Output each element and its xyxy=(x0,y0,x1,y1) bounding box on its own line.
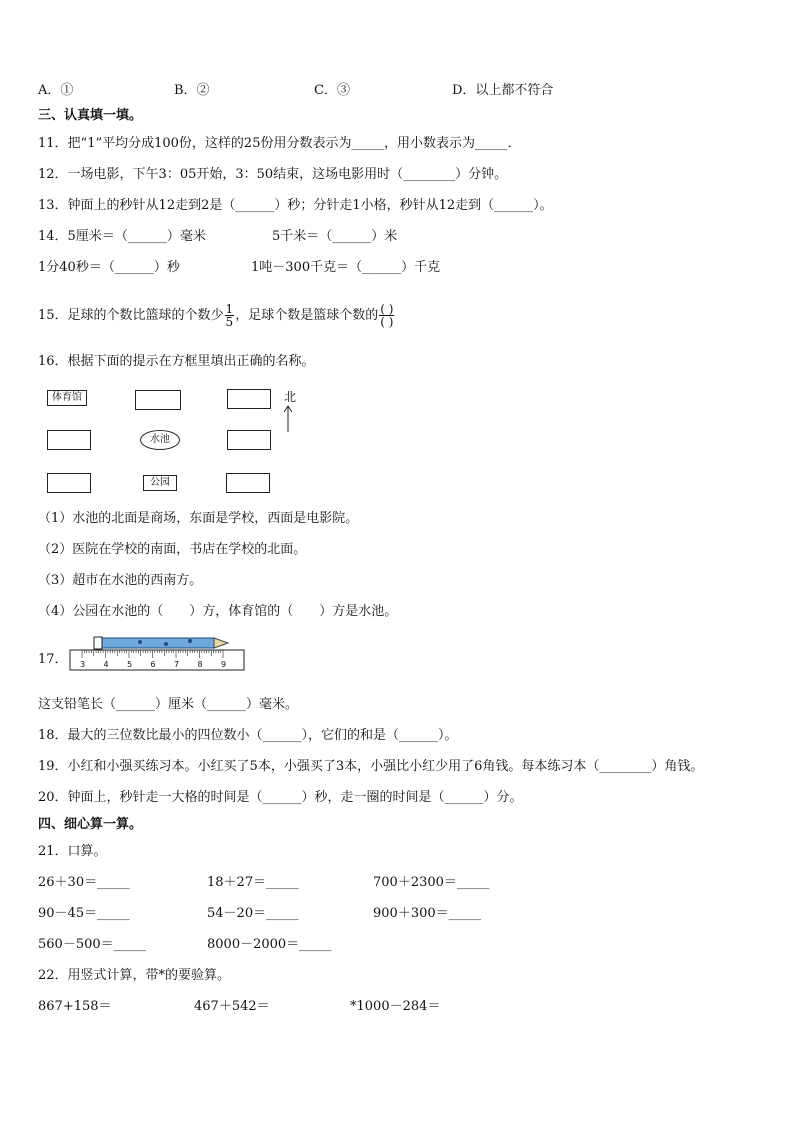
question-15 xyxy=(38,298,395,334)
vertical-calc-item: 867+158＝ xyxy=(38,999,112,1014)
question-17-text: 这支铅笔长（______）厘米（______）毫米。 xyxy=(38,697,299,712)
calc-item: 560－500＝_____ xyxy=(38,937,147,952)
option-b: B．② xyxy=(174,83,210,98)
question-14b: 5千米＝（______）米 xyxy=(272,229,398,244)
hint-2: （2）医院在学校的南面，书店在学校的北面。 xyxy=(38,542,307,557)
ruler-tick-label: 6 xyxy=(150,660,156,669)
hint-3: （3）超市在水池的西南方。 xyxy=(38,573,203,588)
hint-4: （4）公园在水池的（ ）方，体育馆的（ ）方是水池。 xyxy=(38,604,398,619)
answer-denominator-blank: ( ) xyxy=(380,315,394,329)
question-14d: 1吨－300千克＝（______）千克 xyxy=(251,260,441,275)
north-arrow-icon xyxy=(283,405,293,433)
box-north-middle[interactable] xyxy=(135,390,181,410)
ruler-pencil-figure xyxy=(68,634,246,674)
north-label: 北 xyxy=(284,390,297,404)
question-19: 19．小红和小强买练习本。小红买了5本，小强买了3本，小强比小红少用了6角钱。每本练习本（________）角钱。 xyxy=(38,759,704,774)
ruler-tick-label: 3 xyxy=(80,660,86,669)
calc-item: 90－45＝_____ xyxy=(38,906,130,921)
question-14a: 14．5厘米＝（______）毫米 xyxy=(38,229,206,244)
fraction-one-fifth xyxy=(225,303,235,328)
fraction-denominator: 5 xyxy=(225,315,234,329)
question-18: 18．最大的三位数比最小的四位数小（______），它们的和是（______）。 xyxy=(38,728,458,743)
vertical-calc-item: *1000－284＝ xyxy=(350,999,441,1014)
section-3-title: 三、认真填一填。 xyxy=(38,108,143,123)
calc-item: 54－20＝_____ xyxy=(207,906,299,921)
question-20: 20．钟面上，秒针走一大格的时间是（______）秒，走一圈的时间是（______）分。 xyxy=(38,790,523,805)
hint-1: （1）水池的北面是商场，东面是学校，西面是电影院。 xyxy=(38,511,359,526)
question-15-post: ，足球个数是篮球个数的 xyxy=(235,308,379,323)
answer-fraction-blank xyxy=(379,303,394,328)
pool-label: 水池 xyxy=(150,434,170,445)
section-4-title: 四、细心算一算。 xyxy=(38,817,143,832)
box-east[interactable] xyxy=(227,430,271,450)
calc-item: 26＋30＝_____ xyxy=(38,875,130,890)
pool-ellipse xyxy=(140,430,180,450)
question-16-title: 16．根据下面的提示在方框里填出正确的名称。 xyxy=(38,354,315,369)
ruler-tick-label: 4 xyxy=(103,660,109,669)
option-d: D．以上都不符合 xyxy=(452,83,554,98)
calc-item: 18＋27＝_____ xyxy=(207,875,299,890)
box-north-right[interactable] xyxy=(227,389,271,409)
option-c: C．③ xyxy=(314,83,350,98)
calc-item: 900＋300＝_____ xyxy=(373,906,482,921)
box-gym xyxy=(47,390,87,406)
question-21-title: 21．口算。 xyxy=(38,844,107,859)
ruler-tick-label: 5 xyxy=(127,660,133,669)
ruler-tick-label: 7 xyxy=(174,660,180,669)
vertical-calc-item: 467＋542＝ xyxy=(194,999,270,1014)
fraction-numerator: 1 xyxy=(225,302,234,316)
calc-item: 8000－2000＝_____ xyxy=(207,937,332,952)
option-a: A．① xyxy=(38,83,74,98)
box-park xyxy=(143,475,177,491)
question-14c: 1分40秒＝（______）秒 xyxy=(38,260,180,275)
question-17-label: 17． xyxy=(38,652,68,667)
question-22-title: 22．用竖式计算，带*的要验算。 xyxy=(38,968,231,983)
ruler-tick-label: 8 xyxy=(197,660,203,669)
ruler-labels xyxy=(68,660,246,672)
park-label: 公园 xyxy=(150,477,170,488)
calc-item: 700＋2300＝_____ xyxy=(373,875,490,890)
question-11: 11．把“1”平均分成100份，这样的25份用分数表示为_____，用小数表示为_____． xyxy=(38,136,521,151)
gym-label: 体育馆 xyxy=(52,392,82,403)
answer-numerator-blank: ( ) xyxy=(380,302,394,316)
question-15-pre: 15．足球的个数比篮球的个数少 xyxy=(38,308,224,323)
box-west[interactable] xyxy=(47,430,91,450)
ruler-tick-label: 9 xyxy=(221,660,227,669)
box-south-right[interactable] xyxy=(226,473,270,493)
question-12: 12．一场电影，下午3：05开始，3：50结束，这场电影用时（________）分钟。 xyxy=(38,167,508,182)
question-13: 13．钟面上的秒针从12走到2是（______）秒；分针走1小格，秒针从12走到（______）。 xyxy=(38,198,553,213)
box-south-left[interactable] xyxy=(47,473,91,493)
